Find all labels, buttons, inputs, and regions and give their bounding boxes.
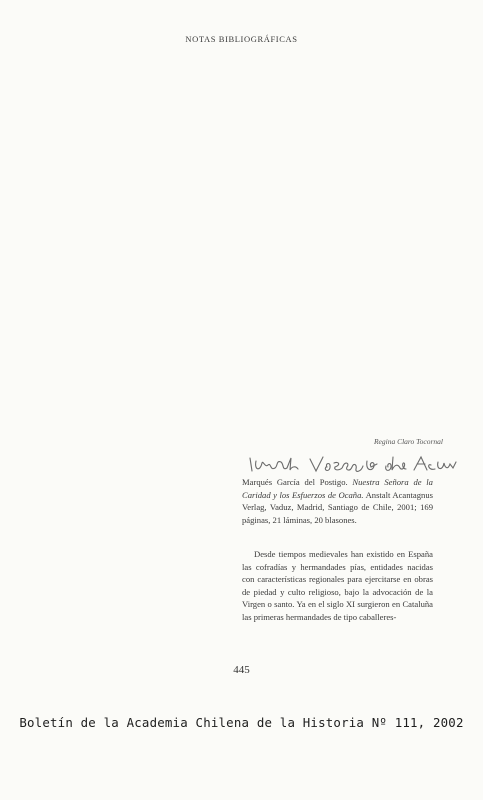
running-header: NOTAS BIBLIOGRÁFICAS: [185, 34, 298, 44]
review-author-signature: Regina Claro Tocornal: [373, 437, 443, 446]
book-citation: [242, 476, 433, 526]
review-body: [242, 548, 433, 624]
citation-publication: Anstalt Acantagnus Verlag, Vaduz, Madrid, Santiago de Chile, 2001; 169 páginas, 21 láminas, 20 blasones.: [242, 489, 433, 525]
body-paragraph: Desde tiempos medievales han existido en España las cofradías y hermandades pías, entidades nacidas con características regionales para ejercitarse en obras de piedad y culto religioso, bajo la advocación de la Virgen o santo. Ya en el siglo XI surgieron en Cataluña las primeras hermandades de tipo caballeres-: [242, 549, 433, 622]
citation-author: Marqués García del Postigo.: [242, 477, 348, 487]
journal-footer-stamp: Boletín de la Academia Chilena de la Historia Nº 111, 2002: [19, 715, 464, 730]
page-number: 445: [233, 664, 250, 676]
citation-title: Nuestra Señora de la Caridad y los Esfuerzos de Ocaña.: [242, 477, 433, 500]
handwriting-scribble: [246, 452, 458, 474]
handwritten-annotation: [246, 452, 458, 474]
